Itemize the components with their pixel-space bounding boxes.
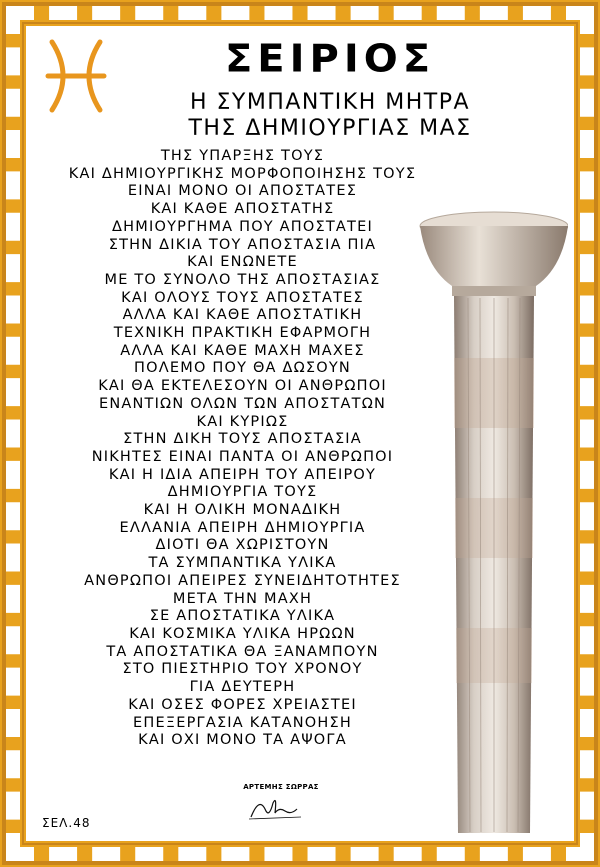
poem-line: ΚΑΙ ΟΧΙ ΜΟΝΟ ΤΑ ΑΨΟΓΑ [138,732,347,749]
poem-line: ΑΛΛΑ ΚΑΙ ΚΑΘΕ ΜΑΧΗ ΜΑΧΕΣ [120,342,365,359]
poem-line: ΣΕ ΑΠΟΣΤΑΤΙΚΑ ΥΛΙΚΑ [149,608,336,625]
poem-line: ΤΑ ΑΠΟΣΤΑΤΙΚΑ ΘΑ ΞΑΝΑΜΠΟΥΝ [106,643,379,660]
poem-line: ΚΑΙ Η ΙΔΙΑ ΑΠΕΙΡΗ ΤΟΥ ΑΠΕΙΡΟΥ [108,466,377,483]
poem-line: ΣΤΟ ΠΙΕΣΤΗΡΙΟ ΤΟΥ ΧΡΟΝΟΥ [122,661,363,678]
poem-line: ΚΑΙ ΚΑΘΕ ΑΠΟΣΤΑΤΗΣ [150,201,335,218]
page [30,30,570,837]
poem-line: ΝΙΚΗΤΕΣ ΕΙΝΑΙ ΠΑΝΤΑ ΟΙ ΑΝΘΡΩΠΟΙ [91,448,394,465]
poem-line: ΚΑΙ ΚΟΣΜΙΚΑ ΥΛΙΚΑ ΗΡΩΩΝ [129,625,356,642]
poem-line: ΣΤΗΝ ΔΙΚΗ ΤΟΥΣ ΑΠΟΣΤΑΣΙΑ [123,431,362,448]
poem-line: ΓΙΑ ΔΕΥΤΕΡΗ [189,679,296,696]
poem-line: ΕΙΝΑΙ ΜΟΝΟ ΟΙ ΑΠΟΣΤΑΤΕΣ [127,183,358,200]
page-number: ΣΕΛ.48 [42,816,91,830]
poem-line: ΠΟΛΕΜΟ ΠΟΥ ΘΑ ΔΩΣΟΥΝ [134,360,351,377]
poem-line: ΚΑΙ ΟΣΕΣ ΦΟΡΕΣ ΧΡΕΙΑΣΤΕΙ [128,696,357,713]
poem-line: ΔΗΜΙΟΥΡΓΙΑ ΤΟΥΣ [167,484,318,501]
poem-line: ΣΤΗΝ ΔΙΚΙΑ ΤΟΥ ΑΠΟΣΤΑΣΙΑ ΠΙΑ [108,236,377,253]
signature-icon [245,793,305,823]
doric-column-image [418,208,568,838]
poem-line: ΔΗΜΙΟΥΡΓΗΜΑ ΠΟΥ ΑΠΟΣΤΑΤΕΙ [112,218,373,235]
subtitle-line-2: ΤΗΣ ΔΗΜΙΟΥΡΓΙΑΣ ΜΑΣ [188,116,472,141]
poem-line: ΑΝΘΡΩΠΟΙ ΑΠΕΙΡΕΣ ΣΥΝΕΙΔΗΤΟΤΗΤΕΣ [84,572,401,589]
poem-line: ΚΑΙ ΔΗΜΙΟΥΡΓΙΚΗΣ ΜΟΡΦΟΠΟΙΗΣΗΣ ΤΟΥΣ [68,165,417,182]
sirius-symbol-icon [44,36,108,116]
poem-line: ΤΑ ΣΥΜΠΑΝΤΙΚΑ ΥΛΙΚΑ [148,555,337,572]
poem-line: ΜΕΤΑ ΤΗΝ ΜΑΧΗ [172,590,313,607]
poem-line: ΚΑΙ ΕΝΩΝΕΤΕ [187,254,298,271]
poem-line: ΚΑΙ ΟΛΟΥΣ ΤΟΥΣ ΑΠΟΣΤΑΤΕΣ [121,289,364,306]
poem-line: ΚΑΙ Η ΟΛΙΚΗ ΜΟΝΑΔΙΚΗ [143,502,342,519]
poem-line: ΤΕΧΝΙΚΗ ΠΡΑΚΤΙΚΗ ΕΦΑΡΜΟΓΗ [113,325,372,342]
author-name: ΑΡΤΕΜΗΣ ΣΩΡΡΑΣ [243,783,319,791]
poem-line: ΕΝΑΝΤΙΩΝ ΟΛΩΝ ΤΩΝ ΑΠΟΣΤΑΤΩΝ [98,395,387,412]
poem-line: ΑΛΛΑ ΚΑΙ ΚΑΘΕ ΑΠΟΣΤΑΤΙΚΗ [122,307,363,324]
poem-text [30,148,455,750]
poem-line: ΕΠΕΞΕΡΓΑΣΙΑ ΚΑΤΑΝΟΗΣΗ [133,714,352,731]
poem-line: ΜΕ ΤΟ ΣΥΝΟΛΟ ΤΗΣ ΑΠΟΣΤΑΣΙΑΣ [104,271,381,288]
poem-line: ΚΑΙ ΘΑ ΕΚΤΕΛΕΣΟΥΝ ΟΙ ΑΝΘΡΩΠΟΙ [98,378,387,395]
poem-line: ΤΗΣ ΥΠΑΡΞΗΣ ΤΟΥΣ [160,148,325,164]
poem-line: ΕΛΛΑΝΙΑ ΑΠΕΙΡΗ ΔΗΜΙΟΥΡΓΙΑ [119,519,366,536]
subtitle-line-1: Η ΣΥΜΠΑΝΤΙΚΗ ΜΗΤΡΑ [189,90,471,115]
page-title: ΣΕΙΡΙΟΣ [224,37,436,81]
poem-line: ΔΙΟΤΙ ΘΑ ΧΩΡΙΣΤΟΥΝ [155,537,330,554]
poem-line: ΚΑΙ ΚΥΡΙΩΣ [196,413,289,430]
